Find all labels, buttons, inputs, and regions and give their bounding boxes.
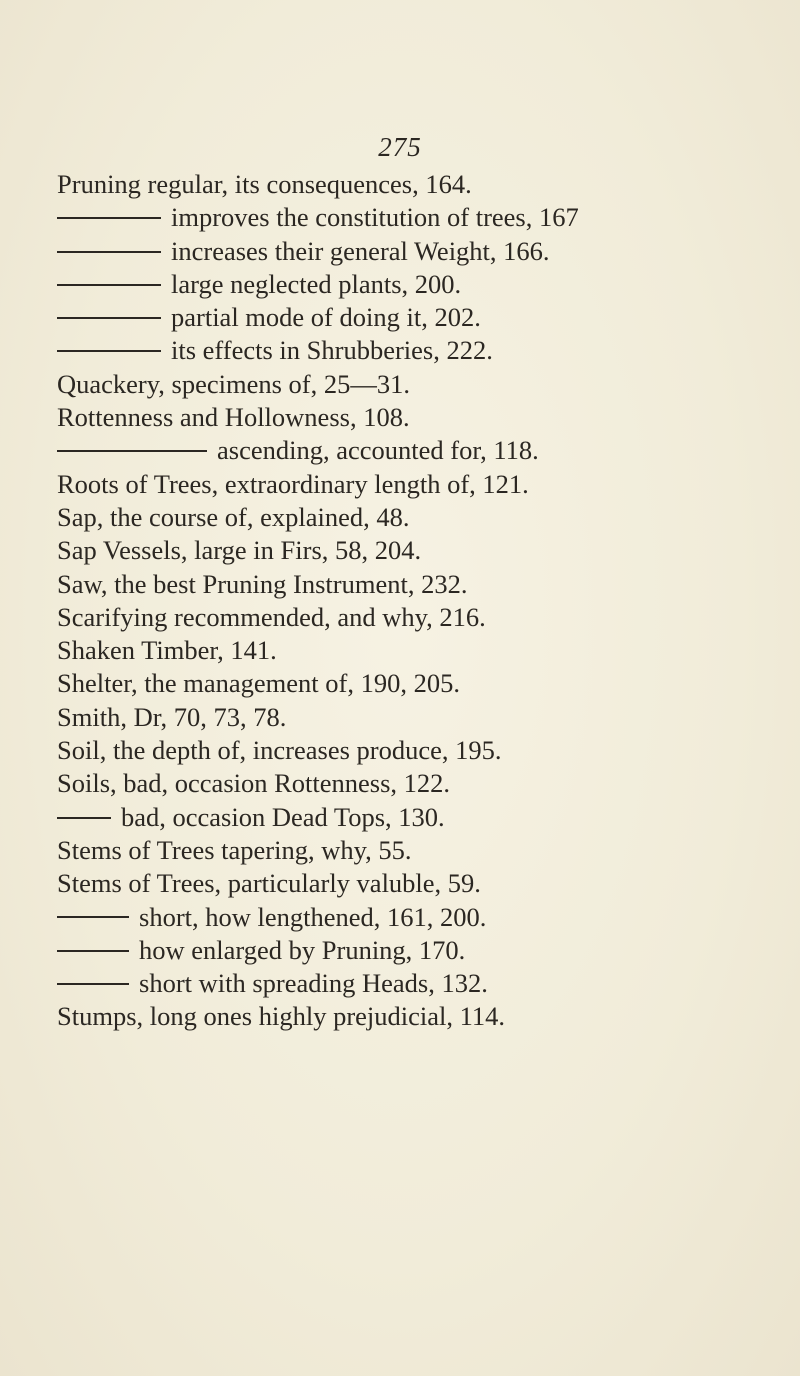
entry-text: Smith, Dr, 70, 73, 78. bbox=[57, 701, 287, 732]
index-subentry bbox=[57, 235, 777, 268]
entry-text: Quackery, specimens of, 25—31. bbox=[57, 368, 410, 399]
index-entry bbox=[57, 168, 777, 201]
entry-text: Stumps, long ones highly prejudicial, 114. bbox=[57, 1001, 506, 1032]
ditto-dash bbox=[57, 817, 111, 819]
index-entry bbox=[57, 834, 777, 867]
index-entry bbox=[57, 501, 777, 534]
ditto-dash bbox=[57, 317, 161, 319]
index-entry bbox=[57, 701, 777, 734]
index-subentry bbox=[57, 901, 777, 934]
index-entry bbox=[57, 401, 777, 434]
ditto-dash bbox=[57, 950, 129, 952]
index-entry bbox=[57, 534, 777, 567]
entry-text: large neglected plants, 200. bbox=[171, 268, 462, 299]
entry-text: short, how lengthened, 161, 200. bbox=[139, 901, 487, 932]
index-entry bbox=[57, 867, 777, 900]
index-entry bbox=[57, 368, 777, 401]
index-subentry bbox=[57, 201, 777, 234]
index-subentry bbox=[57, 801, 777, 834]
page-number: 275 bbox=[378, 132, 422, 162]
index-entry bbox=[57, 767, 777, 800]
ditto-dash bbox=[57, 251, 161, 253]
index-entry bbox=[57, 1000, 777, 1033]
entry-text: how enlarged by Pruning, 170. bbox=[139, 934, 466, 965]
ditto-dash bbox=[57, 450, 207, 452]
ditto-dash bbox=[57, 284, 161, 286]
entry-text: Soils, bad, occasion Rottenness, 122. bbox=[57, 768, 451, 799]
index-entry bbox=[57, 601, 777, 634]
index-subentry bbox=[57, 301, 777, 334]
entry-text: bad, occasion Dead Tops, 130. bbox=[121, 801, 445, 832]
entry-text: Rottenness and Hollowness, 108. bbox=[57, 402, 410, 433]
index-entries bbox=[57, 168, 777, 1034]
entry-text: short with spreading Heads, 132. bbox=[139, 968, 488, 999]
ditto-dash bbox=[57, 350, 161, 352]
entry-text: increases their general Weight, 166. bbox=[171, 235, 550, 266]
entry-text: ascending, accounted for, 118. bbox=[217, 435, 539, 466]
entry-text: Saw, the best Pruning Instrument, 232. bbox=[57, 568, 468, 599]
entry-text: Scarifying recommended, and why, 216. bbox=[57, 601, 486, 632]
index-entry bbox=[57, 734, 777, 767]
entry-text: Sap, the course of, explained, 48. bbox=[57, 501, 410, 532]
entry-text: Stems of Trees, particularly valuble, 59. bbox=[57, 868, 481, 899]
index-entry bbox=[57, 634, 777, 667]
entry-text: Stems of Trees tapering, why, 55. bbox=[57, 834, 412, 865]
entry-text: partial mode of doing it, 202. bbox=[171, 302, 481, 333]
ditto-dash bbox=[57, 217, 161, 219]
index-entry bbox=[57, 568, 777, 601]
entry-text: Soil, the depth of, increases produce, 195. bbox=[57, 735, 502, 766]
index-subentry bbox=[57, 934, 777, 967]
index-subentry bbox=[57, 967, 777, 1000]
entry-text: improves the constitution of trees, 167 bbox=[171, 202, 579, 233]
index-subentry bbox=[57, 434, 777, 467]
ditto-dash bbox=[57, 916, 129, 918]
entry-text: Pruning regular, its consequences, 164. bbox=[57, 169, 472, 199]
entry-text: Shaken Timber, 141. bbox=[57, 635, 277, 666]
ditto-dash bbox=[57, 983, 129, 985]
index-entry bbox=[57, 468, 777, 501]
entry-text: its effects in Shrubberies, 222. bbox=[171, 335, 493, 366]
index-entry bbox=[57, 667, 777, 700]
entry-text: Sap Vessels, large in Firs, 58, 204. bbox=[57, 535, 422, 566]
entry-text: Roots of Trees, extraordinary length of, 121. bbox=[57, 468, 529, 499]
index-subentry bbox=[57, 268, 777, 301]
index-subentry bbox=[57, 334, 777, 367]
entry-text: Shelter, the management of, 190, 205. bbox=[57, 668, 460, 699]
